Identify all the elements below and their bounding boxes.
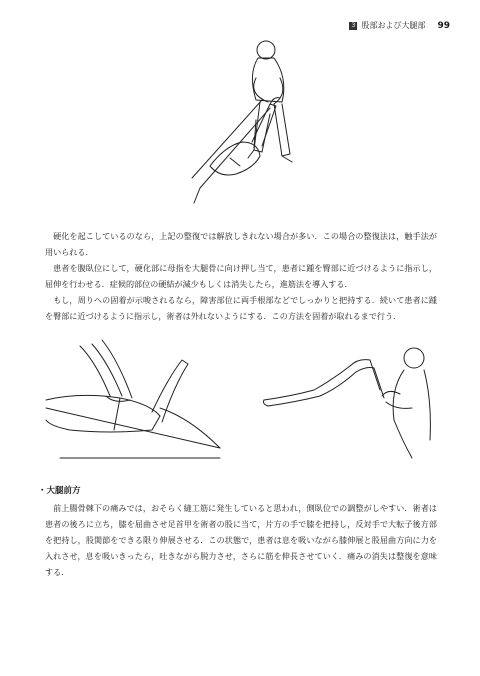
paragraph: 患者を腹臥位にして，硬化部に母指を大腿骨に向け押し当て，患者に踵を臀部に近づけるように指示し，屈伸を行わせる．症候的部位の硬結が減少もしくは消失したら，進筋法を導入する．: [45, 263, 437, 289]
illustration-thigh-compression: [40, 338, 225, 463]
chapter-badge: 3: [349, 22, 357, 30]
section-heading: ・大腿前方: [38, 486, 81, 496]
paragraph: もし，周りへの固着が示唆されるなら，障害部位に両手根部などでしっかりと把持する．続いて患者に踵を臀部に近づけるように指示し，術者は外れないようにする．この方法を固着が取れるまで行う．: [45, 295, 437, 321]
running-header-title: 股部および大腿部: [361, 21, 426, 30]
illustration-prone-knee-flexion: [170, 38, 320, 206]
body-text-bottom: 前上腸骨棘下の痛みでは，おそらく縫工筋に発生していると思われ，側臥位での調整がしやすい．術者は患者の後ろに立ち，膝を屈曲させ足首甲を術者の股に当て，片方の手で膝を把持し，反対手で大転子後方部を把持し，股関節をできる限り伸展させる．この状態で，患者は息を吸いながら膝伸展と股屈曲方向に力を入れさせ，息を吸いきったら，吐きながら脱力させ，さらに筋を伸長させていく．痛みの消失は整復を意味する．: [45, 503, 437, 577]
illustration-hip-flexion-stretch: [262, 340, 434, 460]
running-header: [349, 20, 450, 31]
paragraph: 硬化を起こしているのなら，上記の整復では解放しきれない場合が多い．この場合の整復法は，触手法が用いられる．: [45, 231, 437, 257]
body-text-top: [45, 228, 437, 324]
page-number: 99: [437, 20, 450, 31]
